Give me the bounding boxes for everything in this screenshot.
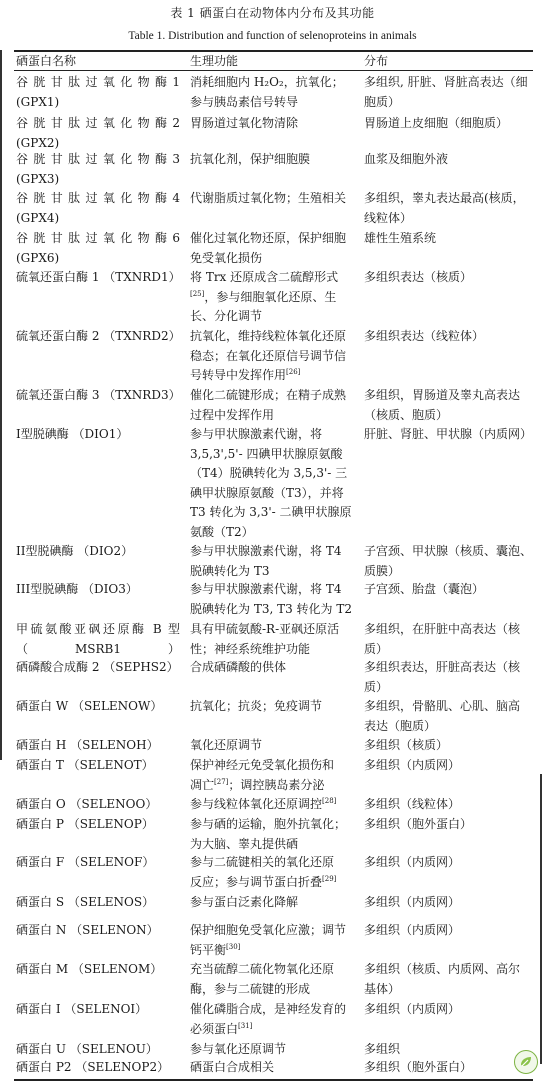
cell-physiological-function <box>190 960 352 999</box>
cell-physiological-function <box>190 542 352 581</box>
cell-selenoprotein-name-line: 谷 胱 甘 肽 过 氧 化 物 酶 3 <box>16 152 180 166</box>
cell-selenoprotein-name <box>16 960 180 980</box>
watermark-logo-icon <box>514 1050 538 1074</box>
cell-distribution <box>364 425 533 445</box>
cell-physiological-function-line: 代谢脂质过氧化物；生殖相关 <box>190 191 347 205</box>
cell-selenoprotein-name <box>16 73 180 112</box>
cell-selenoprotein-name-line: (GPX3) <box>16 171 60 186</box>
cell-distribution-line: 子宫颈、胎盘（囊泡） <box>364 582 485 596</box>
cell-distribution-line: 多组织，睾丸表达最高(核质， <box>364 191 525 205</box>
cell-selenoprotein-name <box>16 425 180 445</box>
cell-distribution <box>364 189 529 228</box>
cell-distribution <box>364 756 529 776</box>
cell-distribution-line: 多组织（核质、内质网、高尔 <box>364 962 521 976</box>
cell-physiological-function-line: 消耗细胞内 H₂O₂，抗氧化； <box>190 75 344 89</box>
cell-selenoprotein-name-line: (GPX6) <box>16 250 60 265</box>
cell-physiological-function-line: 保护神经元免受氧化损伤和 <box>190 758 335 772</box>
header-function: 生理功能 <box>190 54 239 68</box>
cell-physiological-function-line: 性；神经系统维护功能 <box>190 641 311 656</box>
cell-selenoprotein-name-line: II型脱碘酶 （DIO2） <box>16 544 134 558</box>
cell-physiological-function-line: 参与甲状腺激素代谢，将 T4 <box>190 544 342 558</box>
cell-distribution-line: 多组织，骨骼肌、心肌、脑高 <box>364 699 521 713</box>
cell-distribution <box>364 893 529 913</box>
cell-selenoprotein-name <box>16 853 180 873</box>
cell-selenoprotein-name-line: 硒蛋白 H （SELENOH） <box>16 738 159 752</box>
cell-distribution <box>364 620 529 659</box>
cell-physiological-function <box>190 268 352 327</box>
cell-physiological-function <box>190 1058 352 1078</box>
cell-distribution-line: 线粒体） <box>364 210 413 225</box>
cell-distribution-line: 肝脏、肾脏、甲状腺（内质网） <box>364 427 533 441</box>
cell-distribution <box>364 658 529 697</box>
cell-physiological-function <box>190 386 352 425</box>
cell-selenoprotein-name <box>16 697 180 717</box>
cell-physiological-function-line: 抗氧化，维持线粒体氧化还原 <box>190 329 347 343</box>
cell-physiological-function <box>190 697 352 717</box>
cell-selenoprotein-name-line: III型脱碘酶 （DIO3） <box>16 582 138 596</box>
cell-distribution-line: 多组织表达，肝脏高表达（核 <box>364 660 521 674</box>
cell-selenoprotein-name-line: 硒蛋白 U （SELENOU） <box>16 1042 158 1056</box>
cell-selenoprotein-name <box>16 736 180 756</box>
right-edge-bar <box>540 774 542 1064</box>
cell-selenoprotein-name-line: 硒蛋白 W （SELENOW） <box>16 699 163 713</box>
cell-selenoprotein-name <box>16 580 180 600</box>
cell-physiological-function-line: 过程中发挥作用 <box>190 407 275 422</box>
cell-physiological-function-line: 长、分化调节 <box>190 309 263 323</box>
cell-physiological-function <box>190 893 352 913</box>
cell-distribution-line: 多组织 <box>364 1042 401 1056</box>
cell-selenoprotein-name <box>16 620 180 659</box>
cell-distribution-line: 胞质） <box>364 94 401 109</box>
cell-physiological-function-line: 具有甲硫氨酸-R-亚砜还原活 <box>190 622 340 636</box>
cell-selenoprotein-name-line: 硒蛋白 T （SELENOT） <box>16 758 154 772</box>
cell-selenoprotein-name <box>16 658 180 678</box>
cell-physiological-function-line: （T4）脱碘转化为 3,5,3'- 三 <box>190 466 348 480</box>
cell-selenoprotein-name-line: (GPX1) <box>16 94 60 109</box>
cell-distribution <box>364 73 529 112</box>
cell-selenoprotein-name <box>16 327 180 347</box>
cell-physiological-function-line: 充当硫醇二硫化物氧化还原 <box>190 962 335 976</box>
cell-distribution-line: 雄性生殖系统 <box>364 231 437 245</box>
cell-distribution-line: （核质、胞质） <box>364 407 449 422</box>
cell-physiological-function <box>190 327 352 386</box>
cell-physiological-function <box>190 620 352 659</box>
cell-distribution <box>364 853 529 873</box>
cell-selenoprotein-name <box>16 756 180 776</box>
cell-physiological-function-line: 保护细胞免受氧化应激；调节 <box>190 923 347 937</box>
cell-selenoprotein-name-line: 硒蛋白 F （SELENOF） <box>16 855 155 869</box>
cell-physiological-function-line: 凋亡[27]；调控胰岛素分泌 <box>190 777 325 792</box>
left-edge-bar <box>0 50 2 760</box>
cell-selenoprotein-name-line: 硒蛋白 N （SELENON） <box>16 923 159 937</box>
cell-physiological-function <box>190 815 352 854</box>
cell-distribution <box>364 542 533 581</box>
cell-selenoprotein-name-line: 硒蛋白 I （SELENOI） <box>16 1002 148 1016</box>
cell-selenoprotein-name <box>16 229 180 268</box>
cell-distribution <box>364 1058 529 1078</box>
cell-distribution <box>364 229 529 249</box>
cell-distribution <box>364 580 529 600</box>
cell-selenoprotein-name <box>16 1058 180 1078</box>
cell-distribution <box>364 150 529 170</box>
table-top-rule <box>14 50 533 52</box>
cell-selenoprotein-name-line: 硒蛋白 M （SELENOM） <box>16 962 163 976</box>
cell-physiological-function <box>190 658 352 678</box>
table-bottom-rule <box>14 1079 533 1081</box>
cell-distribution <box>364 1000 529 1020</box>
cell-selenoprotein-name <box>16 815 180 835</box>
cell-selenoprotein-name-line: 硒蛋白 S （SELENOS） <box>16 895 155 909</box>
cell-physiological-function-line: 参与硒的运输，胞外抗氧化； <box>190 817 347 831</box>
cell-selenoprotein-name <box>16 189 180 228</box>
cell-distribution-line: 多组织（内质网） <box>364 895 461 909</box>
cell-physiological-function <box>190 1040 352 1060</box>
cell-physiological-function-line: 合成硒磷酸的供体 <box>190 660 287 674</box>
cell-selenoprotein-name-line: 硒蛋白 P （SELENOP） <box>16 817 154 831</box>
cell-distribution <box>364 960 529 999</box>
cell-distribution-line: 子宫颈、甲状腺（核质、囊泡、 <box>364 544 533 558</box>
cell-physiological-function-line: T3 转化为 3,3'- 二碘甲状腺原 <box>190 505 352 519</box>
cell-selenoprotein-name <box>16 114 180 153</box>
cell-physiological-function <box>190 150 352 170</box>
cell-selenoprotein-name <box>16 795 180 815</box>
cell-physiological-function-line: 抗氧化；抗炎；免疫调节 <box>190 699 323 713</box>
cell-physiological-function-line: 为大脑、睾丸提供硒 <box>190 836 299 851</box>
cell-selenoprotein-name-line: 谷 胱 甘 肽 过 氧 化 物 酶 1 <box>16 75 180 89</box>
cell-distribution-line: 表达（胞质） <box>364 718 437 733</box>
cell-selenoprotein-name-line: 硫氧还蛋白酶 3 （TXNRD3） <box>16 388 181 402</box>
cell-physiological-function <box>190 189 352 209</box>
cell-physiological-function-line: 参与线粒体氧化还原调控[28] <box>190 797 337 811</box>
cell-physiological-function-line: 3,5,3',5'- 四碘甲状腺原氨酸 <box>190 446 343 461</box>
cell-distribution <box>364 815 529 835</box>
cell-selenoprotein-name <box>16 1040 180 1060</box>
cell-physiological-function-line: 酶，参与二硫键的形成 <box>190 981 311 996</box>
cell-physiological-function-line: 号转导中发挥作用[26] <box>190 368 301 382</box>
cell-distribution <box>364 697 529 736</box>
cell-distribution <box>364 795 529 815</box>
table-title-en: Table 1. Distribution and function of selenoproteins in animals <box>128 30 417 42</box>
cell-selenoprotein-name-line: 甲硫氨酸亚砜还原酶 B 型 <box>16 622 180 636</box>
cell-distribution-line: 多组织（内质网） <box>364 758 461 772</box>
cell-selenoprotein-name <box>16 921 180 941</box>
cell-physiological-function-line: 参与氧化还原调节 <box>190 1042 287 1056</box>
cell-physiological-function <box>190 229 352 268</box>
cell-distribution-line: 多组织（内质网） <box>364 855 461 869</box>
cell-physiological-function <box>190 921 352 960</box>
cell-selenoprotein-name-line: 谷 胱 甘 肽 过 氧 化 物 酶 2 <box>16 116 180 130</box>
table-header-rule <box>14 70 533 71</box>
cell-physiological-function-line: [25]，参与细胞氧化还原、生 <box>190 289 337 304</box>
cell-physiological-function <box>190 756 352 795</box>
cell-selenoprotein-name <box>16 268 180 288</box>
cell-physiological-function-line: 碘甲状腺原氨酸（T3），并将 <box>190 485 344 500</box>
cell-distribution <box>364 386 529 425</box>
cell-selenoprotein-name <box>16 542 180 562</box>
cell-physiological-function-line: 免受氧化损伤 <box>190 250 263 265</box>
cell-selenoprotein-name-line: 硫氧还蛋白酶 1 （TXNRD1） <box>16 270 181 284</box>
cell-physiological-function <box>190 853 352 892</box>
cell-distribution <box>364 114 529 134</box>
cell-physiological-function-line: 胃肠道过氧化物清除 <box>190 116 299 130</box>
cell-selenoprotein-name <box>16 1000 180 1020</box>
cell-distribution-line: 多组织，在肝脏中高表达（核 <box>364 622 521 636</box>
cell-selenoprotein-name-line: 谷 胱 甘 肽 过 氧 化 物 酶 6 <box>16 231 180 245</box>
cell-physiological-function-line: 硒蛋白合成相关 <box>190 1060 275 1074</box>
cell-selenoprotein-name <box>16 150 180 189</box>
cell-distribution-line: 多组织（胞外蛋白） <box>364 1060 473 1074</box>
cell-physiological-function-line: 参与甲状腺激素代谢，将 T4 <box>190 582 342 596</box>
header-distribution: 分布 <box>364 54 389 68</box>
cell-physiological-function <box>190 73 352 112</box>
cell-selenoprotein-name-line: I型脱碘酶 （DIO1） <box>16 427 129 441</box>
cell-selenoprotein-name-line: 硫氧还蛋白酶 2 （TXNRD2） <box>16 329 181 343</box>
cell-physiological-function-line: 催化磷脂合成，是神经发育的 <box>190 1002 347 1016</box>
cell-selenoprotein-name-line: (GPX4) <box>16 210 60 225</box>
cell-distribution <box>364 268 529 288</box>
cell-physiological-function-line: 催化过氧化物还原，保护细胞 <box>190 231 347 245</box>
cell-physiological-function <box>190 114 352 134</box>
cell-physiological-function-line: 参与蛋白泛素化降解 <box>190 895 299 909</box>
cell-physiological-function-line: 催化二硫键形成；在精子成熟 <box>190 388 347 402</box>
cell-physiological-function-line: 氨酸（T2） <box>190 524 254 539</box>
cell-selenoprotein-name <box>16 386 180 406</box>
cell-physiological-function-line: 反应；参与调节蛋白折叠[29] <box>190 874 337 889</box>
cell-distribution-line: 血浆及细胞外液 <box>364 152 449 166</box>
table-title-cn: 表 1 硒蛋白在动物体内分布及其功能 <box>170 6 375 20</box>
cell-selenoprotein-name-line: 硒磷酸合成酶 2 （SEPHS2） <box>16 660 179 674</box>
cell-distribution-line: 多组织（内质网） <box>364 923 461 937</box>
cell-selenoprotein-name <box>16 893 180 913</box>
cell-physiological-function-line: 抗氧化剂，保护细胞膜 <box>190 152 311 166</box>
cell-distribution-line: 基体） <box>364 981 401 996</box>
cell-physiological-function-line: 脱碘转化为 T3 <box>190 563 270 578</box>
cell-physiological-function-line: 参与二硫键相关的氧化还原 <box>190 855 335 869</box>
cell-distribution-line: 多组织表达（核质） <box>364 270 473 284</box>
cell-physiological-function-line: 参与甲状腺激素代谢，将 <box>190 427 323 441</box>
cell-selenoprotein-name-line: （MSRB1） <box>16 641 180 656</box>
cell-physiological-function <box>190 795 352 815</box>
cell-selenoprotein-name-line: 硒蛋白 O （SELENOO） <box>16 797 158 811</box>
cell-physiological-function-line: 脱碘转化为 T3, T3 转化为 T2 <box>190 601 352 616</box>
cell-distribution-line: 多组织（胞外蛋白） <box>364 817 473 831</box>
cell-physiological-function-line: 氧化还原调节 <box>190 738 263 752</box>
cell-physiological-function-line: 将 Trx 还原成含二硫醇形式 <box>190 270 339 284</box>
cell-distribution-line: 多组织（内质网） <box>364 1002 461 1016</box>
cell-selenoprotein-name-line: 硒蛋白 P2 （SELENOP2） <box>16 1060 170 1074</box>
cell-distribution-line: 多组织（核质） <box>364 738 449 752</box>
cell-selenoprotein-name-line: 谷 胱 甘 肽 过 氧 化 物 酶 4 <box>16 191 180 205</box>
cell-physiological-function-line: 稳态；在氧化还原信号调节信 <box>190 348 347 363</box>
cell-distribution-line: 多组织（线粒体） <box>364 797 461 811</box>
cell-physiological-function-line: 必须蛋白[31] <box>190 1021 253 1036</box>
cell-distribution <box>364 1040 529 1060</box>
cell-physiological-function <box>190 580 352 619</box>
cell-distribution-line: 多组织，胃肠道及睾丸高表达 <box>364 388 521 402</box>
cell-distribution-line: 质膜） <box>364 563 401 578</box>
cell-selenoprotein-name-line: (GPX2) <box>16 135 60 150</box>
cell-distribution <box>364 736 529 756</box>
cell-physiological-function-line: 钙平衡[30] <box>190 942 241 957</box>
cell-physiological-function <box>190 425 352 542</box>
cell-distribution-line: 质） <box>364 641 389 656</box>
cell-distribution-line: 多组织表达（线粒体） <box>364 329 485 343</box>
cell-distribution <box>364 327 529 347</box>
cell-distribution-line: 多组织, 肝脏、肾脏高表达（细 <box>364 75 528 89</box>
cell-distribution-line: 质） <box>364 679 389 694</box>
cell-physiological-function <box>190 1000 352 1039</box>
cell-physiological-function-line: 参与胰岛素信号转导 <box>190 94 299 109</box>
header-name: 硒蛋白名称 <box>16 54 77 68</box>
cell-distribution-line: 胃肠道上皮细胞（细胞质） <box>364 116 509 130</box>
cell-distribution <box>364 921 529 941</box>
cell-physiological-function <box>190 736 352 756</box>
